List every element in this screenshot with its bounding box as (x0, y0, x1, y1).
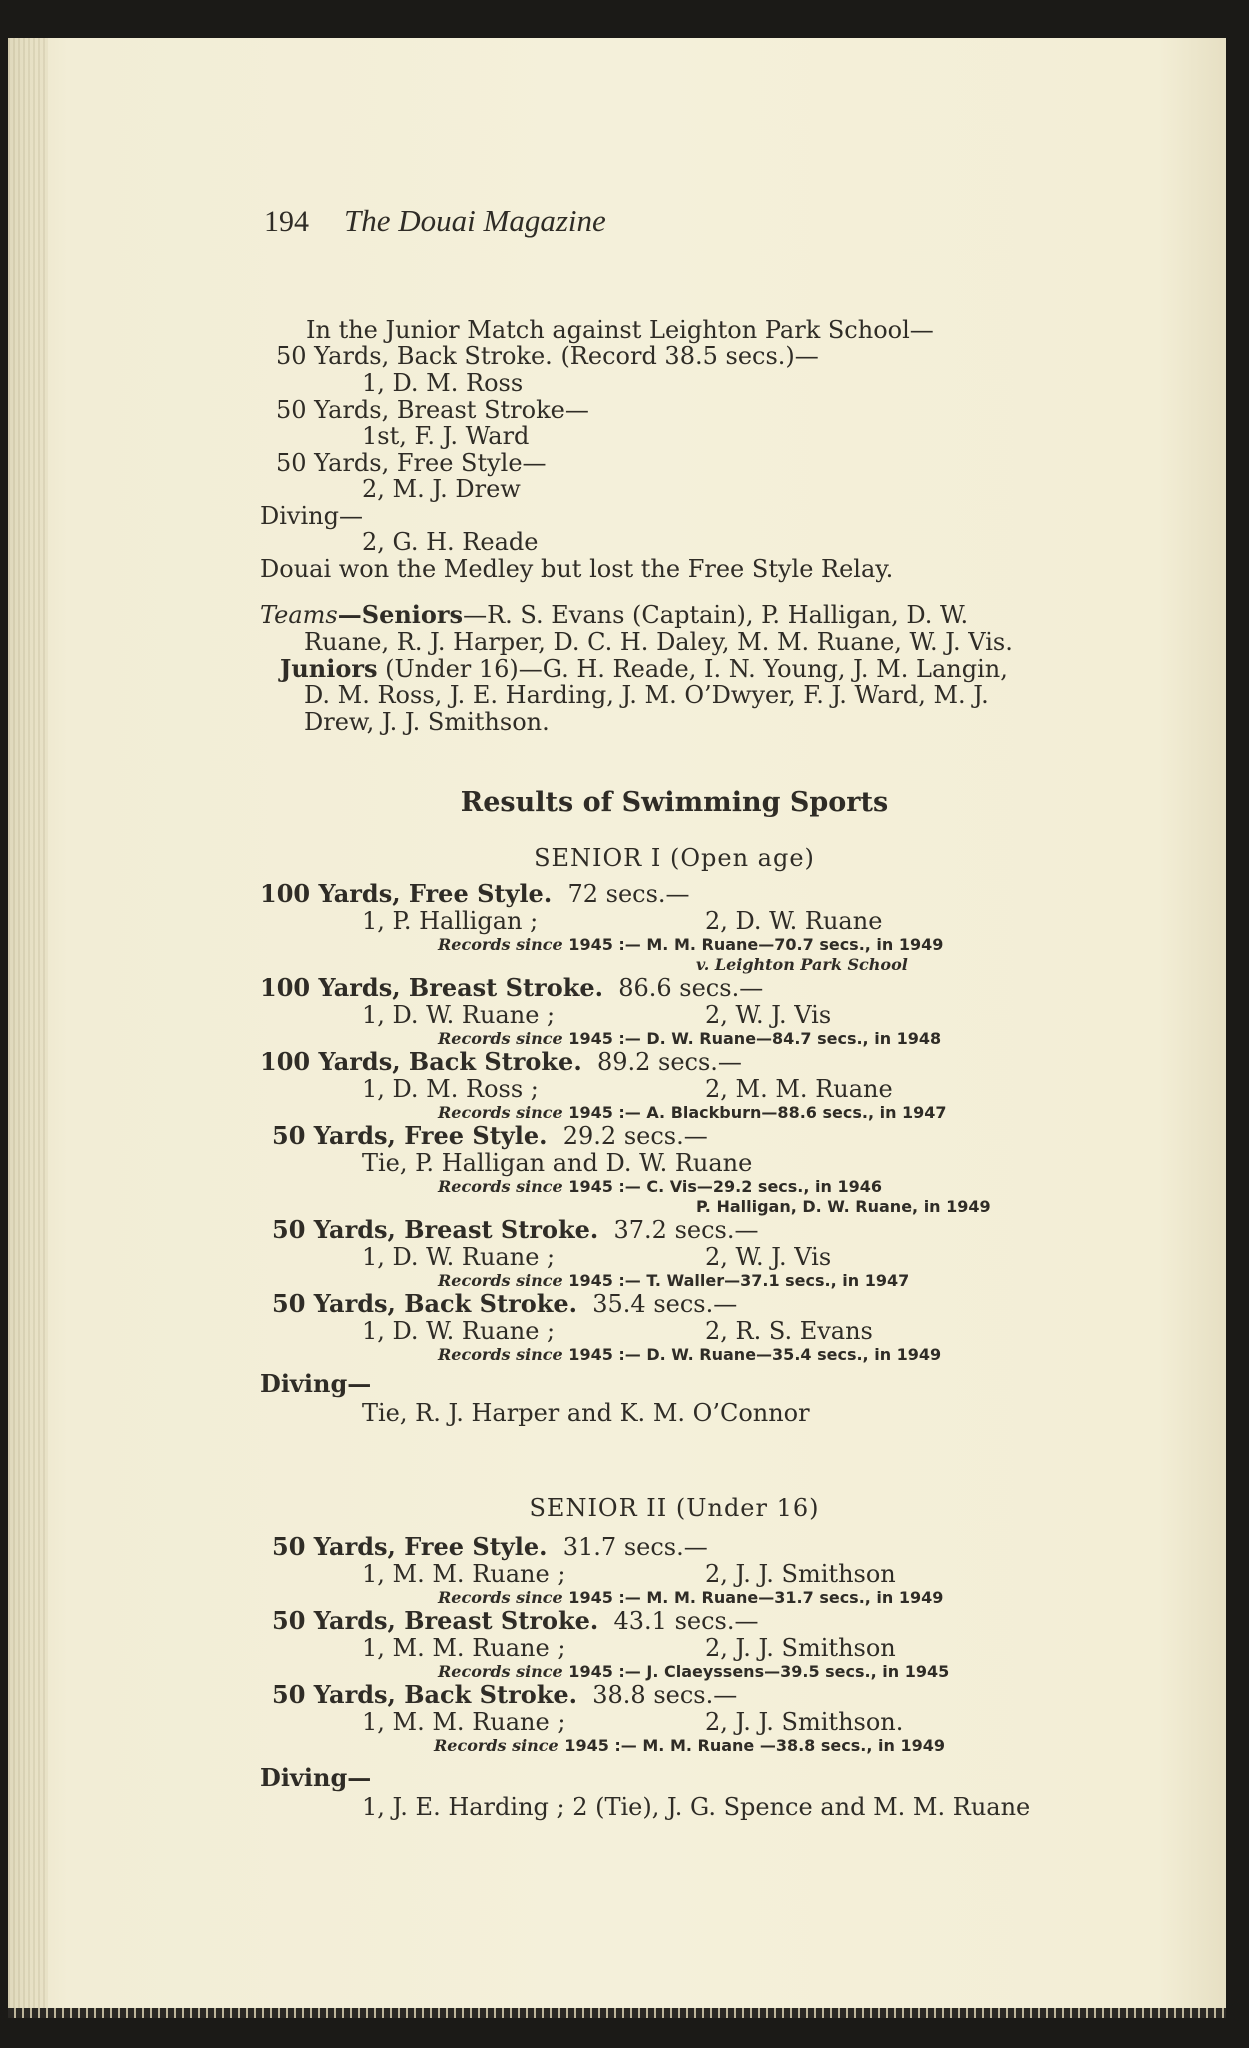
diving-label: Diving— (260, 1369, 372, 1398)
record-line (438, 1662, 949, 1682)
junior-event-line: 50 Yards, Free Style— (276, 449, 547, 477)
first-place: 1, M. M. Ruane ; (362, 1708, 566, 1736)
record-line (434, 1736, 945, 1756)
junior-result-line: 1st, F. J. Ward (362, 422, 530, 450)
record-line (438, 1588, 943, 1608)
second-place: 2, J. J. Smithson (705, 1560, 896, 1588)
second-place: 2, J. J. Smithson. (705, 1708, 904, 1736)
record-text: 1945 :— M. M. Ruane —38.8 secs., in 1949 (558, 1736, 945, 1755)
event-heading (272, 1216, 759, 1244)
event-heading (272, 1681, 737, 1709)
records-since-label: Records since (438, 1662, 563, 1681)
record-text: 1945 :— D. W. Ruane—84.7 secs., in 1948 (562, 1029, 942, 1048)
record-line (438, 1271, 909, 1291)
event-heading (272, 1607, 759, 1635)
junior-event-line: Diving— (260, 502, 363, 530)
record-text: 1945 :— D. W. Ruane—35.4 secs., in 1949 (562, 1345, 942, 1364)
running-title: The Douai Magazine (344, 203, 606, 238)
event-time: 29.2 secs.— (562, 1122, 708, 1150)
event-name: 50 Yards, Breast Stroke. (272, 1606, 599, 1635)
teams-juniors-line-2: D. M. Ross, J. E. Harding, J. M. O’Dwyer, F. J. Ward, M. J. (304, 681, 989, 709)
event-time: 31.7 secs.— (562, 1533, 708, 1561)
second-place: 2, W. J. Vis (705, 1243, 832, 1271)
record-line (438, 1177, 882, 1197)
event-heading (272, 1290, 737, 1318)
record-text: 1945 :— M. M. Ruane—31.7 secs., in 1949 (562, 1588, 944, 1607)
diving-result: 1, J. E. Harding ; 2 (Tie), J. G. Spence and M. M. Ruane (362, 1793, 1031, 1821)
results-title: Results of Swimming Sports (460, 787, 889, 818)
records-since-label: Records since (438, 1588, 563, 1607)
junior-match-summary: Douai won the Medley but lost the Free Style Relay. (260, 555, 894, 583)
first-place: Tie, P. Halligan and D. W. Ruane (362, 1149, 753, 1177)
event-heading (272, 1122, 708, 1150)
records-since-label: Records since (438, 1103, 563, 1122)
event-time: 43.1 secs.— (613, 1607, 759, 1635)
senior-2-heading: SENIOR II (Under 16) (529, 1494, 820, 1522)
event-heading (260, 1048, 742, 1076)
event-time: 38.8 secs.— (592, 1681, 738, 1709)
record-text: 1945 :— A. Blackburn—88.6 secs., in 1947 (562, 1103, 947, 1122)
book-page (8, 38, 1226, 2018)
event-name: 50 Yards, Free Style. (272, 1532, 548, 1561)
teams-label: Teams (260, 601, 338, 629)
event-name: 50 Yards, Breast Stroke. (272, 1215, 599, 1244)
record-line-2: P. Halligan, D. W. Ruane, in 1949 (696, 1197, 991, 1216)
record-text: 1945 :— C. Vis—29.2 secs., in 1946 (562, 1177, 883, 1196)
record-line (438, 1345, 941, 1365)
first-place: 1, M. M. Ruane ; (362, 1634, 566, 1662)
diving-label: Diving— (260, 1763, 372, 1792)
event-name: 100 Yards, Back Stroke. (260, 1047, 582, 1076)
event-name: 50 Yards, Back Stroke. (272, 1289, 577, 1318)
second-place: 2, D. W. Ruane (705, 907, 883, 935)
page-gutter (8, 38, 48, 2018)
records-since-label: Records since (438, 1271, 563, 1290)
records-since-label: Records since (438, 1177, 563, 1196)
teams-juniors-line (280, 655, 1008, 683)
page-number: 194 (264, 205, 309, 238)
teams-juniors-line-3: Drew, J. J. Smithson. (304, 708, 550, 736)
record-line (438, 1029, 941, 1049)
junior-result-line: 2, G. H. Reade (362, 528, 539, 556)
event-name: 50 Yards, Free Style. (272, 1121, 548, 1150)
event-name: 100 Yards, Breast Stroke. (260, 973, 603, 1002)
event-time: 37.2 secs.— (613, 1216, 759, 1244)
second-place: 2, J. J. Smithson (705, 1634, 896, 1662)
first-place: 1, P. Halligan ; (362, 907, 539, 935)
junior-result-line: 1, D. M. Ross (362, 369, 524, 397)
record-line (438, 1103, 947, 1123)
seniors-names: —R. S. Evans (Captain), P. Halligan, D. W. (463, 601, 969, 629)
juniors-label: Juniors (280, 654, 378, 683)
junior-match-intro: In the Junior Match against Leighton Park School— (306, 316, 934, 344)
junior-result-line: 2, M. J. Drew (362, 475, 521, 503)
first-place: 1, D. W. Ruane ; (362, 1243, 556, 1271)
junior-event-line: 50 Yards, Breast Stroke— (276, 396, 589, 424)
first-place: 1, D. W. Ruane ; (362, 1001, 556, 1029)
event-time: 89.2 secs.— (596, 1048, 742, 1076)
event-time: 72 secs.— (567, 880, 690, 908)
records-since-label: Records since (438, 1345, 563, 1364)
first-place: 1, D. M. Ross ; (362, 1075, 539, 1103)
event-heading (260, 974, 763, 1002)
first-place: 1, D. W. Ruane ; (362, 1317, 556, 1345)
records-since-label: Records since (438, 935, 563, 954)
record-text: 1945 :— M. M. Ruane—70.7 secs., in 1949 (562, 935, 944, 954)
record-text-2: v. Leighton Park School (696, 955, 908, 974)
record-text: 1945 :— J. Claeyssens—39.5 secs., in 1945 (562, 1662, 950, 1681)
first-place: 1, M. M. Ruane ; (362, 1560, 566, 1588)
record-text: 1945 :— T. Waller—37.1 secs., in 1947 (562, 1271, 910, 1290)
page-edge (8, 2008, 1226, 2018)
juniors-names: (Under 16)—G. H. Reade, I. N. Young, J. M. Langin, (377, 655, 1008, 683)
event-time: 35.4 secs.— (592, 1290, 738, 1318)
second-place: 2, W. J. Vis (705, 1001, 832, 1029)
diving-result: Tie, R. J. Harper and K. M. O’Connor (362, 1399, 810, 1427)
second-place: 2, R. S. Evans (705, 1317, 873, 1345)
records-since-label: Records since (434, 1736, 559, 1755)
event-time: 86.6 secs.— (618, 974, 764, 1002)
seniors-label: —Seniors (337, 600, 464, 629)
event-heading (272, 1533, 708, 1561)
senior-1-heading: SENIOR I (Open age) (534, 844, 815, 872)
junior-event-line: 50 Yards, Back Stroke. (Record 38.5 secs.)— (276, 342, 819, 370)
record-line (438, 935, 943, 955)
event-heading (260, 880, 690, 908)
event-name: 50 Yards, Back Stroke. (272, 1680, 577, 1709)
teams-seniors-line-2: Ruane, R. J. Harper, D. C. H. Daley, M. M. Ruane, W. J. Vis. (304, 628, 1013, 656)
second-place: 2, M. M. Ruane (705, 1075, 893, 1103)
event-name: 100 Yards, Free Style. (260, 879, 553, 908)
teams-seniors-line (260, 601, 968, 629)
records-since-label: Records since (438, 1029, 563, 1048)
record-line-2 (696, 955, 908, 975)
